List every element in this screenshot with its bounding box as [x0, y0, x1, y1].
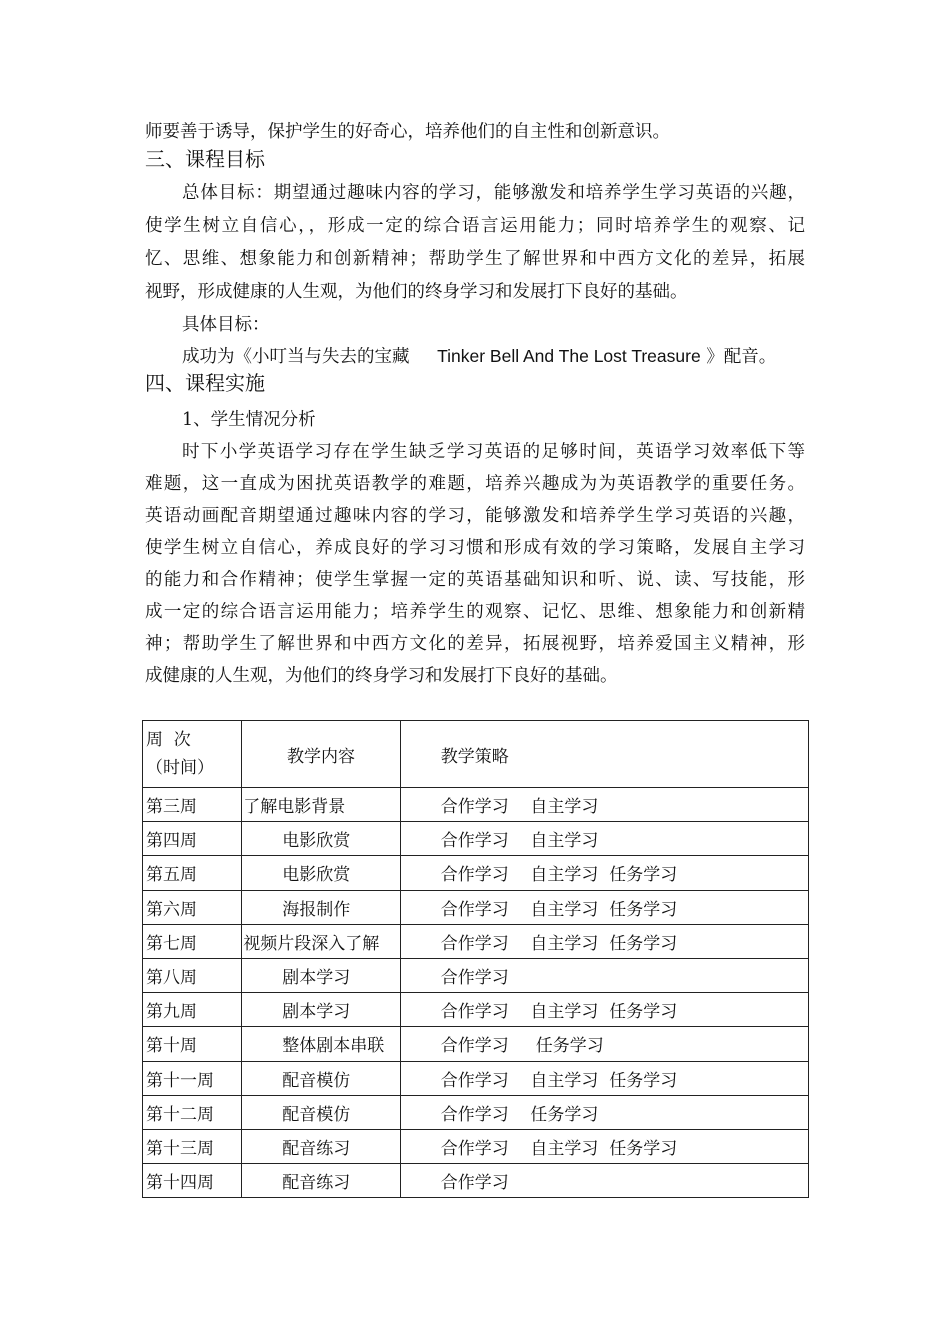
week-cell: 第十一周 — [143, 1061, 242, 1095]
strategy-text: 合作学习 自主学习 — [440, 797, 599, 818]
subsection-1-heading: 1、学生情况分析 — [182, 410, 316, 430]
goal-paragraph-line: 忆、思维、想象能力和创新精神；帮助学生了解世界和中西方文化的差异，拓展 — [145, 249, 805, 269]
specific-goal-line — [182, 344, 776, 369]
week-cell: 第十四周 — [143, 1164, 242, 1198]
header-week-cell — [143, 721, 242, 788]
table-row — [143, 1027, 809, 1061]
content-text: 剧本学习 — [282, 1002, 351, 1023]
content-text: 视频片段深入了解 — [243, 933, 380, 954]
analysis-paragraph-line: 神；帮助学生了解世界和中西方文化的差异，拓展视野，培养爱国主义精神，形 — [145, 634, 805, 654]
content-cell — [242, 958, 400, 992]
content-cell — [242, 924, 400, 958]
content-text: 整体剧本串联 — [282, 1036, 385, 1057]
header-content-label: 教学内容 — [287, 746, 356, 767]
strategy-cell — [400, 958, 808, 992]
week-cell: 第十三周 — [143, 1129, 242, 1163]
content-cell — [242, 993, 400, 1027]
strategy-cell — [400, 890, 808, 924]
table-row — [143, 1129, 809, 1163]
goal-paragraph-line: 视野，形成健康的人生观，为他们的终身学习和发展打下良好的基础。 — [145, 282, 688, 302]
goal-paragraph-line: 使学生树立自信心，，形成一定的综合语言运用能力；同时培养学生的观察、记 — [145, 216, 805, 236]
strategy-cell — [400, 822, 808, 856]
content-text: 电影欣赏 — [282, 865, 351, 886]
section-4-heading: 四、课程实施 — [145, 371, 265, 395]
header-week-label: 周 次 — [146, 730, 191, 750]
strategy-text: 合作学习 自主学习 任务学习 — [440, 1138, 678, 1159]
strategy-text: 合作学习 自主学习 任务学习 — [440, 899, 678, 920]
analysis-paragraph-line: 时下小学英语学习存在学生缺乏学习英语的足够时间，英语学习效率低下等 — [182, 442, 805, 462]
analysis-paragraph-line: 难题，这一直成为困扰英语教学的难题，培养兴趣成为为英语教学的重要任务。 — [145, 474, 805, 494]
strategy-cell — [400, 993, 808, 1027]
strategy-cell — [400, 856, 808, 890]
strategy-cell — [400, 924, 808, 958]
analysis-paragraph-line: 英语动画配音期望通过趣味内容的学习，能够激发和培养学生学习英语的兴趣， — [145, 506, 805, 526]
content-cell — [242, 822, 400, 856]
week-cell: 第九周 — [143, 993, 242, 1027]
content-text: 海报制作 — [282, 899, 351, 920]
header-time-label: （时间） — [146, 758, 214, 778]
week-cell: 第五周 — [143, 856, 242, 890]
specific-goal-label: 具体目标： — [182, 315, 270, 335]
intro-line: 师要善于诱导，保护学生的好奇心，培养他们的自主性和创新意识。 — [145, 122, 670, 142]
strategy-cell — [400, 1061, 808, 1095]
content-text: 了解电影背景 — [243, 797, 346, 818]
table-row — [143, 890, 809, 924]
content-cell — [242, 1095, 400, 1129]
table-row — [143, 856, 809, 890]
content-cell — [242, 856, 400, 890]
header-strategy-cell — [400, 721, 808, 788]
table-header-row — [143, 721, 809, 788]
content-cell — [242, 788, 400, 822]
strategy-text: 合作学习 自主学习 任务学习 — [440, 865, 678, 886]
week-cell: 第四周 — [143, 822, 242, 856]
header-strategy-label: 教学策略 — [440, 746, 509, 767]
specific-goal-prefix: 成功为《小叮当与失去的宝藏 — [182, 347, 410, 367]
table-row — [143, 993, 809, 1027]
analysis-paragraph-line: 成健康的人生观，为他们的终身学习和发展打下良好的基础。 — [145, 666, 618, 686]
week-cell: 第十周 — [143, 1027, 242, 1061]
content-cell — [242, 890, 400, 924]
strategy-text: 合作学习 — [440, 968, 509, 989]
specific-goal-suffix: 》配音。 — [706, 347, 777, 367]
strategy-text: 合作学习 自主学习 任务学习 — [440, 1002, 678, 1023]
content-text: 配音练习 — [282, 1138, 351, 1159]
analysis-paragraph-line: 成一定的综合语言运用能力；培养学生的观察、记忆、思维、想象能力和创新精 — [145, 602, 805, 622]
week-cell: 第三周 — [143, 788, 242, 822]
content-text: 配音模仿 — [282, 1104, 351, 1125]
content-cell — [242, 1164, 400, 1198]
table-row — [143, 1164, 809, 1198]
week-cell: 第十二周 — [143, 1095, 242, 1129]
week-cell: 第六周 — [143, 890, 242, 924]
analysis-paragraph-line: 的能力和合作精神；使学生掌握一定的英语基础知识和听、说、读、写技能，形 — [145, 570, 805, 590]
movie-english-title: Tinker Bell And The Lost Treasure — [437, 346, 701, 366]
section-3-heading: 三、课程目标 — [145, 147, 265, 171]
table-row — [143, 1061, 809, 1095]
table-row — [143, 924, 809, 958]
analysis-paragraph-line: 使学生树立自信心，养成良好的学习习惯和形成有效的学习策略，发展自主学习 — [145, 538, 805, 558]
goal-paragraph-line: 总体目标：期望通过趣味内容的学习，能够激发和培养学生学习英语的兴趣， — [182, 183, 805, 203]
content-cell — [242, 1027, 400, 1061]
strategy-text: 合作学习 自主学习 — [440, 831, 599, 852]
strategy-cell — [400, 1164, 808, 1198]
strategy-text: 合作学习 任务学习 — [440, 1036, 604, 1057]
strategy-cell — [400, 788, 808, 822]
table-row — [143, 788, 809, 822]
strategy-text: 合作学习 自主学习 任务学习 — [440, 1070, 678, 1091]
week-cell: 第八周 — [143, 958, 242, 992]
header-content-cell — [242, 721, 400, 788]
table-row — [143, 958, 809, 992]
table-row — [143, 822, 809, 856]
table-row — [143, 1095, 809, 1129]
strategy-cell — [400, 1129, 808, 1163]
week-cell: 第七周 — [143, 924, 242, 958]
strategy-text: 合作学习 任务学习 — [440, 1104, 599, 1125]
content-text: 电影欣赏 — [282, 831, 351, 852]
schedule-table — [142, 720, 809, 1198]
content-text: 配音练习 — [282, 1173, 351, 1194]
strategy-cell — [400, 1095, 808, 1129]
content-text: 剧本学习 — [282, 968, 351, 989]
content-cell — [242, 1129, 400, 1163]
strategy-text: 合作学习 — [440, 1173, 509, 1194]
strategy-text: 合作学习 自主学习 任务学习 — [440, 933, 678, 954]
content-cell — [242, 1061, 400, 1095]
strategy-cell — [400, 1027, 808, 1061]
content-text: 配音模仿 — [282, 1070, 351, 1091]
